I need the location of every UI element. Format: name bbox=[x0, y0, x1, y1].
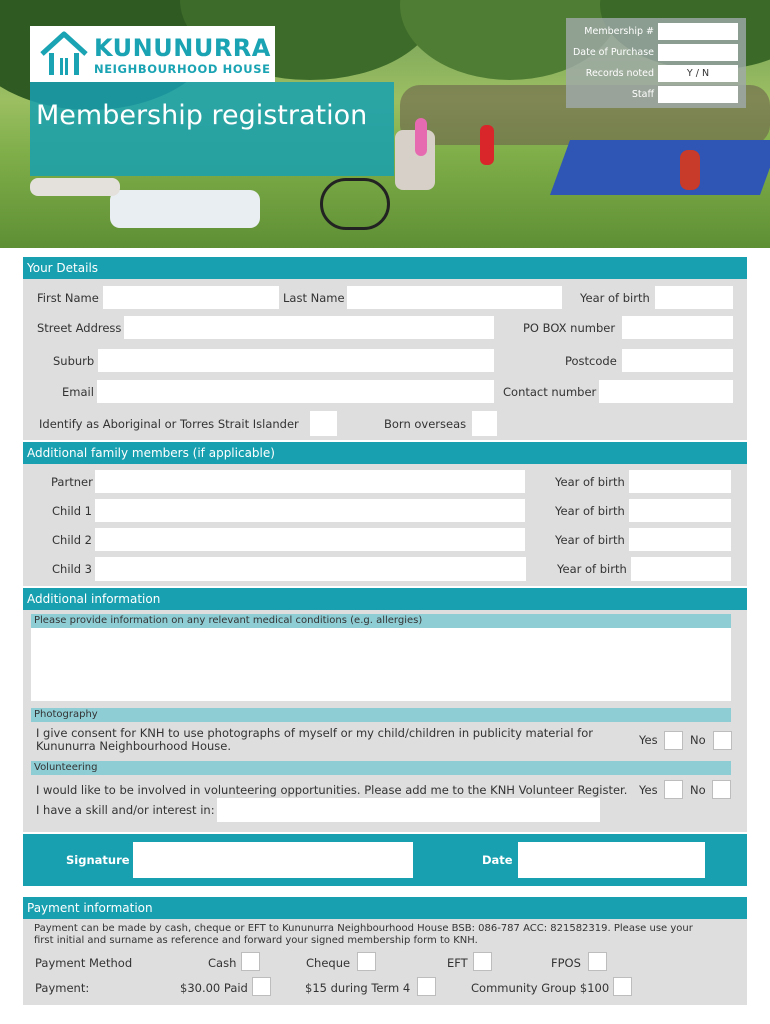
volunteer-no-checkbox[interactable] bbox=[712, 780, 731, 799]
paid30-label: $30.00 Paid bbox=[180, 981, 248, 995]
postcode-label: Postcode bbox=[565, 354, 617, 368]
po-box-label: PO BOX number bbox=[523, 321, 616, 335]
born-overseas-label: Born overseas bbox=[384, 417, 467, 431]
eft-label: EFT bbox=[447, 956, 468, 970]
contact-number-label: Contact number bbox=[503, 385, 597, 399]
eft-checkbox[interactable] bbox=[473, 952, 492, 971]
additional-info-heading: Additional information bbox=[23, 588, 747, 610]
photo-no-label: No bbox=[690, 733, 706, 747]
payment-label: Payment: bbox=[35, 981, 90, 995]
purchase-date-field[interactable] bbox=[658, 44, 738, 61]
partner-field[interactable] bbox=[95, 470, 525, 493]
photography-subheading: Photography bbox=[31, 708, 731, 722]
signature-label: Signature bbox=[66, 853, 130, 867]
year-of-birth-label: Year of birth bbox=[580, 291, 650, 305]
first-name-label: First Name bbox=[37, 291, 99, 305]
aboriginal-checkbox[interactable] bbox=[310, 411, 337, 436]
aboriginal-label: Identify as Aboriginal or Torres Strait Islander bbox=[39, 417, 299, 431]
last-name-label: Last Name bbox=[283, 291, 345, 305]
records-noted-field[interactable]: Y / N bbox=[658, 65, 738, 82]
child2-label: Child 2 bbox=[52, 533, 92, 547]
membership-number-label: Membership # bbox=[584, 26, 654, 37]
first-name-field[interactable] bbox=[103, 286, 279, 309]
cash-checkbox[interactable] bbox=[241, 952, 260, 971]
volunteer-text: I would like to be involved in volunteering opportunities. Please add me to the KNH Volunteer Register. bbox=[36, 783, 628, 797]
page-title: Membership registration bbox=[36, 100, 368, 131]
email-field[interactable] bbox=[97, 380, 494, 403]
community-group-label: Community Group $100 bbox=[471, 981, 610, 995]
payment-text-line2: first initial and surname as reference and forward your signed membership form to KNH. bbox=[34, 935, 478, 946]
street-address-field[interactable] bbox=[124, 316, 494, 339]
child3-field[interactable] bbox=[95, 557, 526, 581]
photo-yes-label: Yes bbox=[639, 733, 658, 747]
child3-yob-label: Year of birth bbox=[557, 562, 627, 576]
skill-label: I have a skill and/or interest in: bbox=[36, 803, 215, 817]
photo-consent-line2: Kununurra Neighbourhood House. bbox=[36, 739, 231, 753]
medical-conditions-field[interactable] bbox=[31, 628, 731, 701]
cash-label: Cash bbox=[208, 956, 237, 970]
cheque-label: Cheque bbox=[306, 956, 351, 970]
cheque-checkbox[interactable] bbox=[357, 952, 376, 971]
payment-heading: Payment information bbox=[23, 897, 747, 919]
child2-yob-label: Year of birth bbox=[555, 533, 625, 547]
child2-field[interactable] bbox=[95, 528, 525, 551]
photo-consent-line1: I give consent for KNH to use photographs of myself or my child/children in publicity material for bbox=[36, 726, 593, 740]
child3-yob-field[interactable] bbox=[631, 557, 731, 581]
community-group-checkbox[interactable] bbox=[613, 977, 632, 996]
house-logo-icon bbox=[34, 26, 94, 82]
fpos-checkbox[interactable] bbox=[588, 952, 607, 971]
partner-yob-field[interactable] bbox=[629, 470, 731, 493]
volunteering-subheading: Volunteering bbox=[31, 761, 731, 775]
last-name-field[interactable] bbox=[347, 286, 562, 309]
your-details-heading: Your Details bbox=[23, 257, 747, 279]
photo-no-checkbox[interactable] bbox=[713, 731, 732, 750]
membership-number-field[interactable] bbox=[658, 23, 738, 40]
volunteer-no-label: No bbox=[690, 783, 706, 797]
volunteer-yes-checkbox[interactable] bbox=[664, 780, 683, 799]
date-label: Date bbox=[482, 853, 513, 867]
skill-field[interactable] bbox=[217, 798, 600, 822]
po-box-field[interactable] bbox=[622, 316, 733, 339]
org-name: KUNUNURRA bbox=[94, 34, 271, 62]
date-field[interactable] bbox=[518, 842, 705, 878]
child1-label: Child 1 bbox=[52, 504, 92, 518]
street-address-label: Street Address bbox=[37, 321, 122, 335]
signature-field[interactable] bbox=[133, 842, 413, 878]
child3-label: Child 3 bbox=[52, 562, 92, 576]
purchase-date-label: Date of Purchase bbox=[572, 47, 654, 58]
org-subname: NEIGHBOURHOOD HOUSE bbox=[94, 62, 271, 76]
staff-field[interactable] bbox=[658, 86, 738, 103]
postcode-field[interactable] bbox=[622, 349, 733, 372]
child2-yob-field[interactable] bbox=[629, 528, 731, 551]
child1-field[interactable] bbox=[95, 499, 525, 522]
fpos-label: FPOS bbox=[551, 956, 581, 970]
photo-yes-checkbox[interactable] bbox=[664, 731, 683, 750]
medical-subheading: Please provide information on any relevant medical conditions (e.g. allergies) bbox=[31, 614, 731, 628]
partner-yob-label: Year of birth bbox=[555, 475, 625, 489]
contact-number-field[interactable] bbox=[599, 380, 733, 403]
born-overseas-checkbox[interactable] bbox=[472, 411, 497, 436]
child1-yob-label: Year of birth bbox=[555, 504, 625, 518]
payment-text-line1: Payment can be made by cash, cheque or EFT to Kununurra Neighbourhood House BSB: 086-787 ACC: 821582319. Please use your bbox=[34, 923, 693, 934]
suburb-field[interactable] bbox=[98, 349, 494, 372]
year-of-birth-field[interactable] bbox=[655, 286, 733, 309]
term4-label: $15 during Term 4 bbox=[305, 981, 411, 995]
suburb-label: Suburb bbox=[53, 354, 95, 368]
family-heading: Additional family members (if applicable) bbox=[23, 442, 747, 464]
staff-label: Staff bbox=[631, 89, 654, 100]
email-label: Email bbox=[62, 385, 94, 399]
term4-checkbox[interactable] bbox=[417, 977, 436, 996]
paid30-checkbox[interactable] bbox=[252, 977, 271, 996]
child1-yob-field[interactable] bbox=[629, 499, 731, 522]
payment-method-label: Payment Method bbox=[35, 956, 133, 970]
volunteer-yes-label: Yes bbox=[639, 783, 658, 797]
records-noted-label: Records noted bbox=[585, 68, 654, 79]
partner-label: Partner bbox=[51, 475, 93, 489]
